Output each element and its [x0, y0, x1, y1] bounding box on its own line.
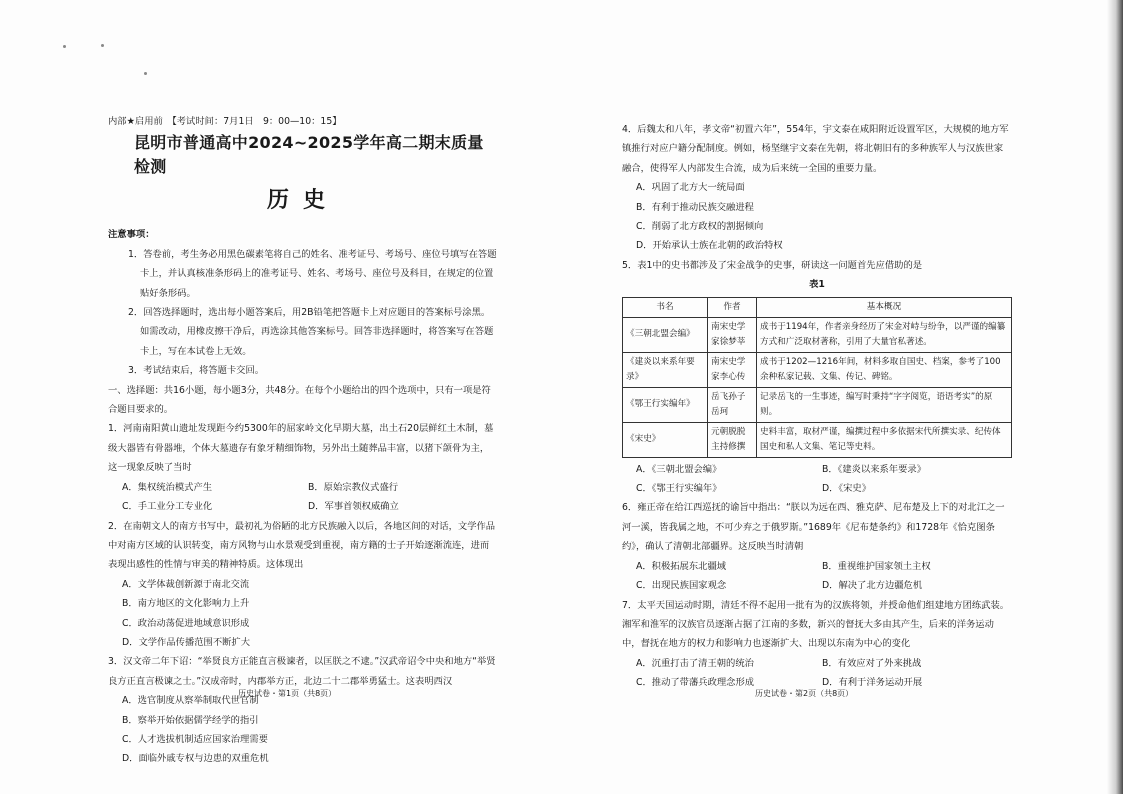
table-cell: 《建炎以来系年要录》	[623, 352, 708, 387]
question-7: 7．太平天国运动时期，清廷不得不起用一批有为的汉族将领，并授命他们组建地方团练武装。湘军和淮军的汉族官员逐渐占据了江南的多数，新兴的督抚大多由其产生，后来的洋务运动中，督抚在地方的权力和影响力也逐渐扩大、出现以东南为中心的变化	[622, 599, 1010, 650]
table-header: 基本概况	[757, 297, 1012, 317]
page-footer-right: 历史试卷・第2页（共8页）	[755, 689, 854, 698]
right-column	[622, 120, 1012, 693]
q2-option-a: A．文学体裁创新源于南北交流	[122, 578, 250, 590]
question-4: 4．后魏太和八年，孝文帝“初置六年”，554年，宇文泰在咸阳附近设置军区，大规模的地方军镇推行对应户籍分配制度。例如，杨坚继宇文泰在先朝，将北朝旧有的多种族军人与汉族世家融合，使得军人内部发生合流，成为后来统一全国的重要力量。	[622, 124, 1009, 174]
table-row	[623, 387, 1012, 422]
table-header: 作者	[708, 297, 757, 317]
q3-option-b: B．察举开始依据儒学经学的指引	[122, 714, 259, 726]
table-cell: 史料丰富，取材严谨，编撰过程中多依据宋代所撰实录、纪传体国史和私人文集、笔记等史料。	[757, 422, 1012, 457]
table-cell: 《三朝北盟会编》	[623, 317, 708, 352]
scan-edge-shadow	[1107, 0, 1123, 794]
table-header: 书名	[623, 297, 708, 317]
q1-option-d: D．军事首领权威确立	[308, 501, 399, 513]
table-cell: 记录岳飞的一生事迹，编写时秉持“字字阅览，语语考实”的原则。	[757, 387, 1012, 422]
scan-speck	[144, 72, 147, 75]
left-column	[108, 112, 498, 769]
q7-option-a: A．沉重打击了清王朝的统治	[636, 657, 754, 669]
question-5-options-row	[622, 460, 1012, 479]
table-header-row	[623, 297, 1012, 317]
q7-option-b: B．有效应对了外来挑战	[822, 657, 922, 669]
question-1-options-row	[108, 478, 498, 497]
q5-option-c: C．《鄂王行实编年》	[636, 483, 722, 495]
question-7-options-row	[622, 654, 1012, 673]
school-title: 昆明市普通高中2024~2025学年高二期末质量检测	[134, 133, 484, 177]
table-cell: 南宋史学家徐梦莘	[708, 317, 757, 352]
q6-option-b: B．重视维护国家领土主权	[822, 560, 931, 572]
table-row	[623, 422, 1012, 457]
q2-option-b: B．南方地区的文化影响力上升	[122, 598, 250, 610]
table-caption: 表1	[809, 279, 825, 291]
q5-option-a: A．《三朝北盟会编》	[636, 463, 722, 475]
q1-option-a: A．集权统治模式产生	[122, 481, 213, 493]
q2-option-c: C．政治动荡促进地域意识形成	[122, 617, 250, 629]
notice-item: 3．考试结束后，将答题卡交回。	[128, 365, 265, 377]
q1-option-b: B．原始宗教仪式盛行	[308, 481, 399, 493]
q4-option-c: C．削弱了北方政权的割据倾向	[636, 221, 764, 233]
q3-option-d: D．面临外戚专权与边患的双重危机	[122, 753, 269, 765]
notice-item: 1．答卷前，考生务必用黑色碳素笔将自己的姓名、准考证号、考场号、座位号填写在答题卡上，并认真核准条形码上的准考证号、姓名、考场号、座位号及科目，在规定的位置贴好条形码。	[128, 248, 497, 299]
scan-speck	[101, 44, 104, 47]
q4-option-d: D．开始承认士族在北朝的政治特权	[636, 240, 783, 252]
question-5: 5．表1中的史书都涉及了宋金战争的史事，研读这一问题首先应借助的是	[622, 259, 923, 271]
table-cell: 南宋史学家李心传	[708, 352, 757, 387]
q5-option-d: D．《宋史》	[822, 483, 871, 495]
question-1: 1．河南南阳黄山遗址发现距今约5300年的屈家岭文化早期大墓，出土石20层鲜红土木制，墓级大器皆有骨器堆，个体大墓遗存有象牙精细饰物，另外出土随葬品丰富，以猪下颌骨为主，这一现象反映了当时	[108, 423, 494, 474]
q7-option-c: C．推动了带藩兵政理念形成	[636, 677, 755, 689]
notice-title: 注意事项：	[108, 229, 155, 241]
question-6-options-row	[622, 557, 1012, 576]
q3-option-c: C．人才选拔机制适应国家治理需要	[122, 733, 268, 745]
q3-option-a: A．选官制度从察举制取代世官制	[122, 695, 259, 707]
table-cell: 《宋史》	[623, 422, 708, 457]
table-cell: 成书于1202—1216年间，材料多取自国史、档案，参考了100余种私家记载、文集、传记、碑铭。	[757, 352, 1012, 387]
table-cell: 岳飞孙子岳珂	[708, 387, 757, 422]
question-3: 3．汉文帝二年下诏：“举贤良方正能直言极谏者，以匡朕之不逮。”汉武帝诏令中央和地方“举贤良方正直言极谏之士。”汉成帝时，内郡举方正，北边二十二郡举勇猛士。这表明西汉	[108, 656, 496, 687]
subject-title: 历史	[266, 188, 339, 214]
q4-option-a: A．巩固了北方大一统局面	[636, 182, 745, 194]
page-footer-left: 历史试卷・第1页（共8页）	[238, 689, 337, 698]
q2-option-d: D．文学作品传播范围不断扩大	[122, 636, 251, 648]
table-cell: 成书于1194年，作者亲身经历了宋金对峙与纷争，以严谨的编纂方式和广泛取材著称，引用了大量官私著述。	[757, 317, 1012, 352]
q5-option-b: B．《建炎以来系年要录》	[822, 463, 926, 475]
question-5-options-row	[622, 479, 1012, 498]
table-row	[623, 317, 1012, 352]
q6-option-d: D．解决了北方边疆危机	[822, 580, 923, 592]
notice-item: 2．回答选择题时，选出每小题答案后，用2B铅笔把答题卡上对应题目的答案标号涂黑。如需改动，用橡皮擦干净后，再选涂其他答案标号。回答非选择题时，将答案写在答题卡上，写在本试卷上无效。	[128, 307, 494, 357]
question-6: 6．雍正帝在给江西巡抚的谕旨中指出：“朕以为远在西、雅克萨、尼布楚及上下的对北江之一河一溪，皆我属之地，不可少弃之于俄罗斯。”1689年《尼布楚条约》和1728年《恰克图条约》，确认了清朝北部疆界。这反映当时清朝	[622, 502, 1005, 553]
q4-option-b: B．有利于推动民族交融进程	[636, 201, 754, 213]
question-1-options-row	[108, 497, 498, 516]
table-cell: 元朝脱脱主持修撰	[708, 422, 757, 457]
table-cell: 《鄂王行实编年》	[623, 387, 708, 422]
scan-speck	[63, 45, 66, 48]
table-row	[623, 352, 1012, 387]
section-heading: 一、选择题：共16小题，每小题3分，共48分。在每个小题给出的四个选项中，只有一项是符合题目要求的。	[108, 384, 491, 416]
q6-option-a: A．积极拓展东北疆域	[636, 560, 727, 572]
history-books-table	[622, 297, 1012, 458]
q7-option-d: D．有利于洋务运动开展	[822, 677, 923, 689]
q1-option-c: C．手工业分工专业化	[122, 501, 213, 513]
top-line: 内部★启用前 【考试时间：7月1日 9：00—10：15】	[108, 116, 342, 127]
question-2: 2．在南朝文人的南方书写中，最初礼为俗陋的北方民族融入以后，各地区间的对话，文学作品中对南方区域的认识转变，南方风物与山水景观受到重视，南方籍的士子开始逐渐流连，进而表现出感性的性情与审美的精神特质。这体现出	[108, 520, 496, 571]
question-6-options-row	[622, 576, 1012, 595]
q6-option-c: C．出现民族国家观念	[636, 580, 727, 592]
